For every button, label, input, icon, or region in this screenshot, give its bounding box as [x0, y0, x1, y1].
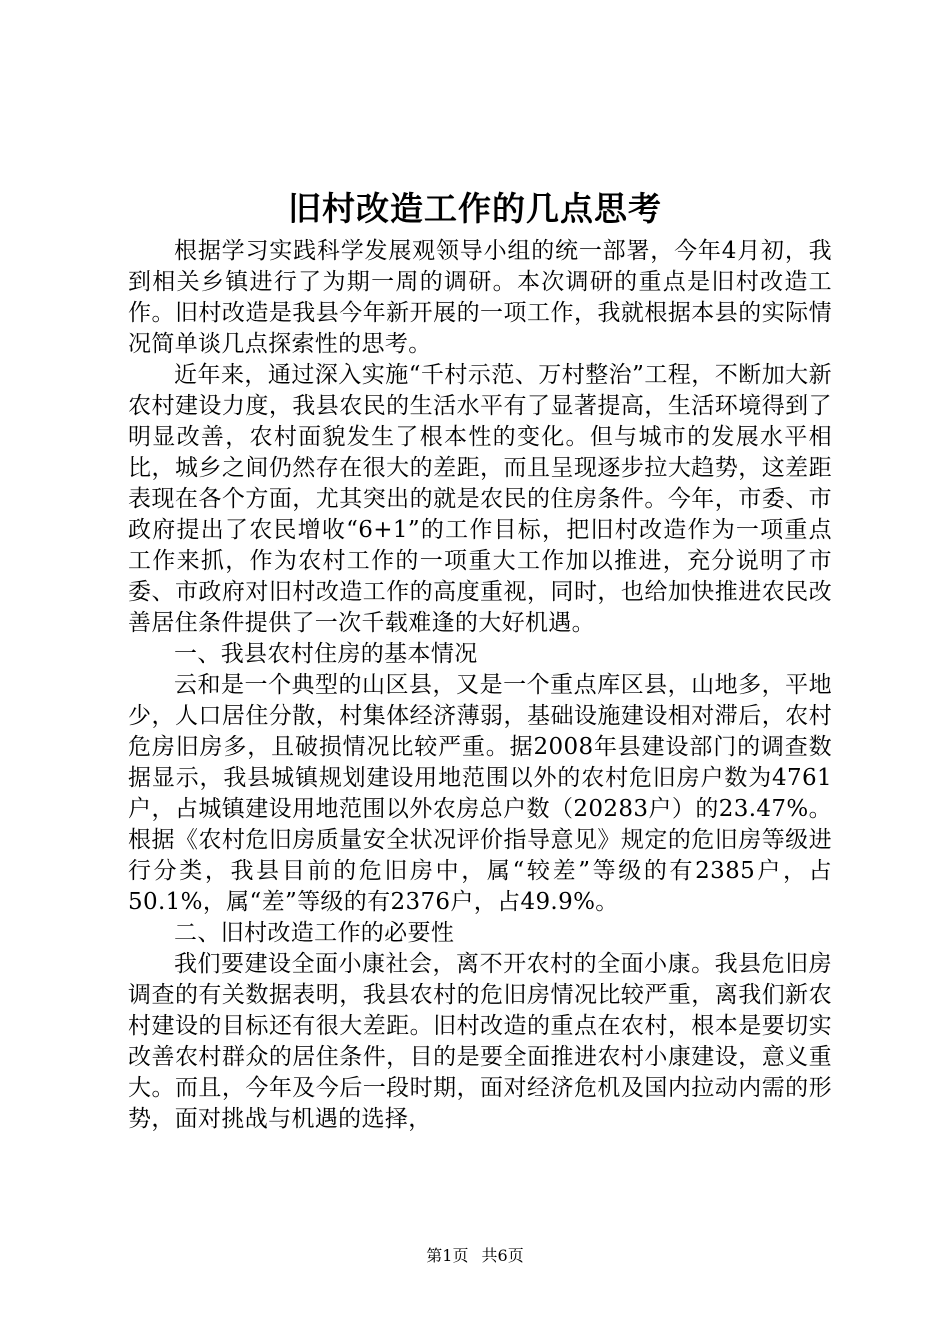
section-heading-1: 一、我县农村住房的基本情况 — [174, 641, 478, 667]
section-heading-2: 二、旧村改造工作的必要性 — [174, 920, 455, 946]
paragraph-necessity: 我们要建设全面小康社会，离不开农村的全面小康。我县危旧房调查的有关数据表明，我县农村的危旧房情况比较严重，离我们新农村建设的目标还有很大差距。旧村改造的重点在农村，根本是要切实改善农村群众的居住条件，目的是要全面推进农村小康建设，意义重大。而且，今年及今后一段时期，面对经济危机及国内拉动内需的形势，面对挑战与机遇的选择， — [128, 951, 832, 1132]
page-total: 共6页 — [481, 1246, 524, 1265]
page-number: 第1页 — [426, 1246, 469, 1265]
paragraph-intro: 根据学习实践科学发展观领导小组的统一部署，今年4月初，我到相关乡镇进行了为期一周的调研。本次调研的重点是旧村改造工作。旧村改造是我县今年新开展的一项工作，我就根据本县的实际情况简单谈几点探索性的思考。 — [128, 238, 832, 357]
page-footer — [0, 1245, 950, 1267]
document-body — [128, 236, 832, 1135]
document-title: 旧村改造工作的几点思考 — [288, 189, 662, 228]
paragraph-background: 近年来，通过深入实施“千村示范、万村整治”工程，不断加大新农村建设力度，我县农民的生活水平有了显著提高，生活环境得到了明显改善，农村面貌发生了根本性的变化。但与城市的发展水平相比，城乡之间仍然存在很大的差距，而且呈现逐步拉大趋势，这差距表现在各个方面，尤其突出的就是农民的住房条件。今年，市委、市政府提出了农民增收“6+1”的工作目标，把旧村改造作为一项重点工作来抓，作为农村工作的一项重大工作加以推进，充分说明了市委、市政府对旧村改造工作的高度重视，同时，也给加快推进农民改善居住条件提供了一次千载难逢的大好机遇。 — [128, 362, 832, 636]
paragraph-housing-situation: 云和是一个典型的山区县，又是一个重点库区县，山地多，平地少，人口居住分散，村集体经济薄弱，基础设施建设相对滞后，农村危房旧房多，且破损情况比较严重。据2008年县建设部门的调查数据显示，我县城镇规划建设用地范围以外的农村危旧房户数为4761户，占城镇建设用地范围以外农房总户数（20283户）的23.47%。根据《农村危旧房质量安全状况评价指导意见》规定的危旧房等级进行分类，我县目前的危旧房中，属“较差”等级的有2385户，占50.1%，属“差”等级的有2376户，占49.9%。 — [128, 672, 832, 915]
